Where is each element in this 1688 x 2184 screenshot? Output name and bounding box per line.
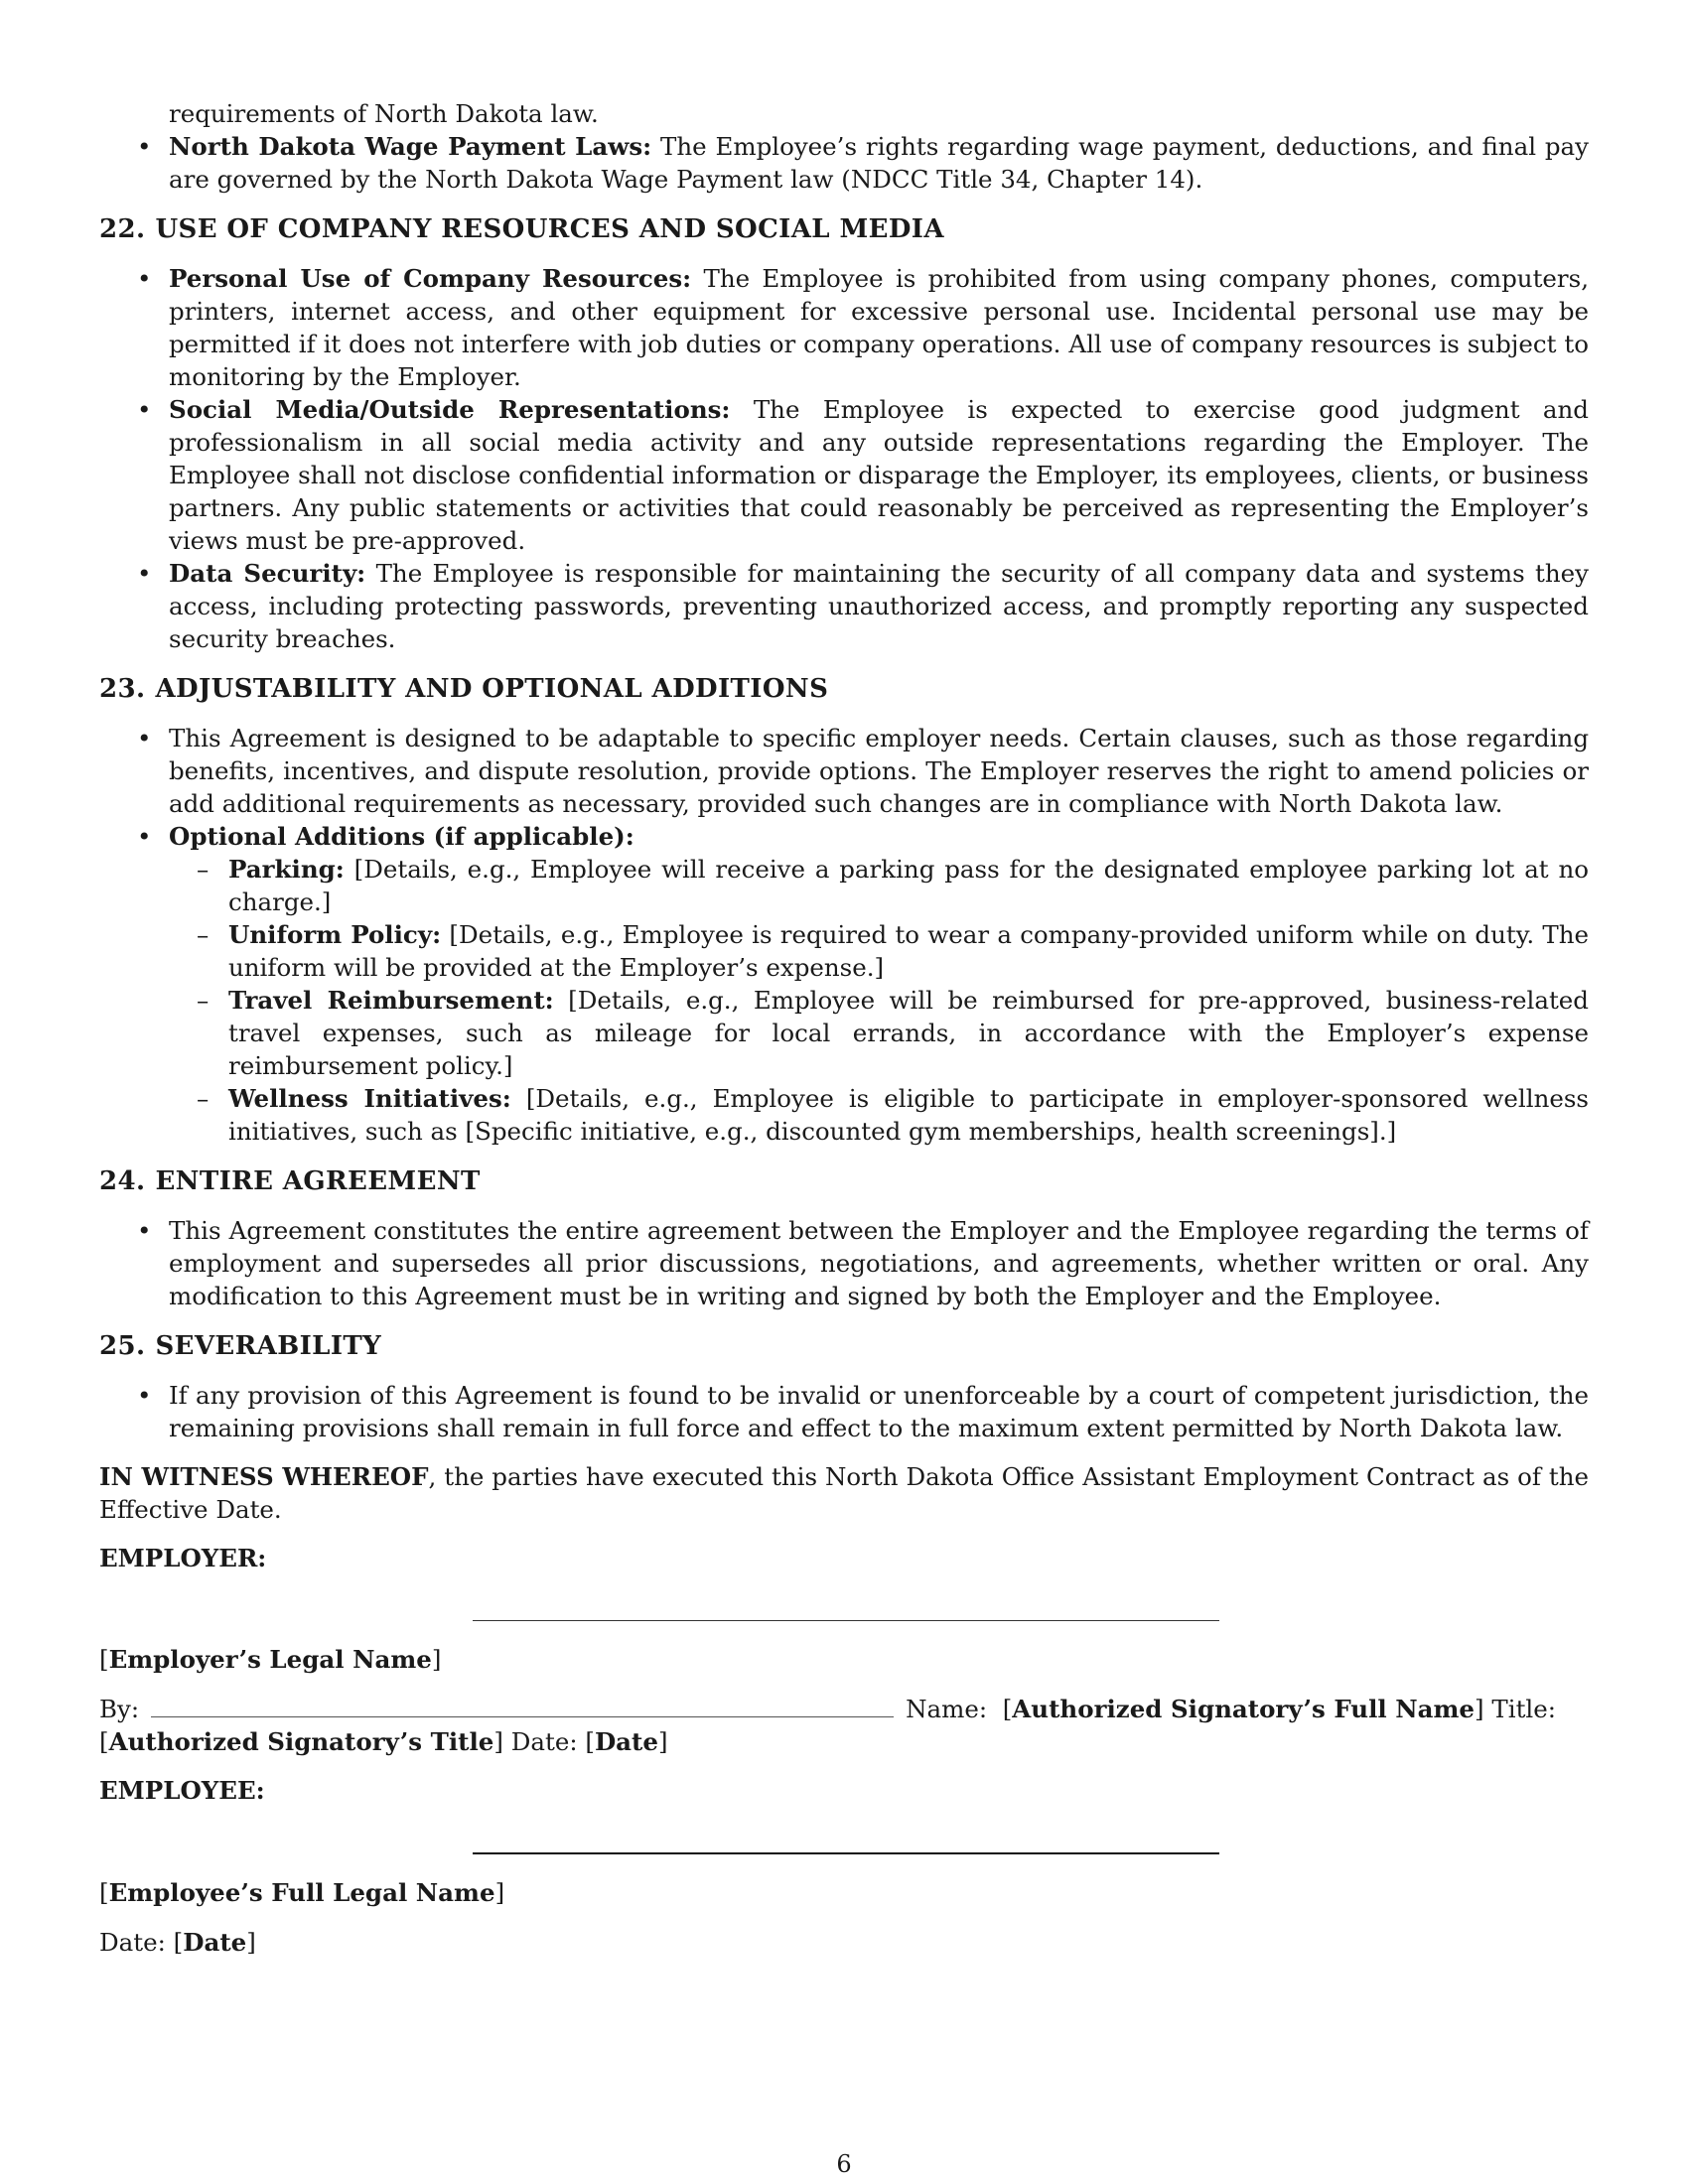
section-22-list (99, 262, 1589, 655)
list-item (99, 1379, 1589, 1444)
section-heading-23 (99, 673, 1589, 706)
section-number: 24. (99, 1166, 146, 1196)
signatory-title: Authorized Signatory’s Title (108, 1727, 494, 1756)
sub-list-item (99, 1082, 1589, 1148)
by-signature-blank[interactable] (151, 1697, 894, 1717)
bullet-icon: • (137, 1216, 152, 1245)
bullet-icon: • (137, 395, 152, 424)
employer-date: Date (594, 1727, 658, 1756)
item-text: The Employee is prohibited from using company phones, computers, printers, internet access, and other equipment for excessive personal use. Incidental personal use may be permitted if it does not interfere with job duties or company operations. All use of company resources is subject to monitoring by the Employer. (169, 264, 1589, 391)
employer-legal-name: [Employer’s Legal Name] (99, 1645, 442, 1674)
employee-signature-line[interactable] (473, 1852, 1219, 1854)
by-label: By: (99, 1695, 140, 1723)
optional-additions-list (99, 853, 1589, 1148)
section-24-list (99, 1214, 1589, 1312)
employer-heading: EMPLOYER: (99, 1544, 267, 1572)
name-label: Name: (906, 1695, 988, 1723)
item-text: This Agreement constitutes the entire agreement between the Employer and the Employee regarding the terms of employment and supersedes all prior discussions, negotiations, and agreements, whether written or oral. Any modification to this Agreement must be in writing and signed by both the Employer and the Employee. (169, 1216, 1589, 1310)
item-label: North Dakota Wage Payment Laws: (169, 132, 652, 161)
item-label: Personal Use of Company Resources: (169, 264, 692, 293)
employer-legal-name-value: Employer’s Legal Name (108, 1645, 432, 1674)
document-body (99, 97, 1589, 1959)
section-23-list (99, 722, 1589, 853)
section-heading-25 (99, 1330, 1589, 1363)
continued-text: requirements of North Dakota law. (169, 99, 599, 128)
item-text: [Details, e.g., Employee will receive a parking pass for the designated employee parking lot at no charge.] (228, 855, 1589, 916)
section-25-list (99, 1379, 1589, 1444)
employee-date: Date (183, 1928, 247, 1957)
dash-icon: – (197, 855, 210, 884)
section-number: 23. (99, 674, 146, 704)
section-number: 22. (99, 214, 146, 244)
employee-heading: EMPLOYEE: (99, 1776, 265, 1805)
date-label: Date: (99, 1928, 166, 1957)
item-label: Parking: (228, 855, 345, 884)
item-label: Uniform Policy: (228, 920, 442, 949)
section-heading-22 (99, 213, 1589, 246)
employer-signatory-block: By: Name: [Authorized Signatory’s Full Name] Title: [Authorized Signatory’s Title] Date: [Date] (99, 1695, 1557, 1756)
item-text: The Employee is expected to exercise good judgment and professionalism in all social media activity and any outside representations regarding the Employer. The Employee shall not disclose confidential information or disparage the Employer, its employees, clients, or business partners. Any public statements or activities that could reasonably be perceived as representing the Employer’s views must be pre-approved. (169, 395, 1589, 555)
list-item (99, 722, 1589, 820)
wage-law-list (99, 130, 1589, 196)
item-label: Data Security: (169, 559, 366, 588)
witness-bold: IN WITNESS WHEREOF (99, 1462, 429, 1491)
item-text: [Details, e.g., Employee is eligible to participate in employer-sponsored wellness initiatives, such as [Specific initiative, e.g., discounted gym memberships, health screenings].] (228, 1084, 1589, 1146)
signatory-name: Authorized Signatory’s Full Name (1012, 1695, 1476, 1723)
section-title: USE OF COMPANY RESOURCES AND SOCIAL MEDIA (155, 214, 944, 244)
bullet-icon: • (137, 559, 152, 588)
section-title: ADJUSTABILITY AND OPTIONAL ADDITIONS (155, 674, 829, 704)
employer-signature-line[interactable] (473, 1620, 1219, 1621)
dash-icon: – (197, 986, 210, 1015)
section-number: 25. (99, 1331, 146, 1361)
item-label: Wellness Initiatives: (228, 1084, 511, 1113)
list-item (99, 557, 1589, 655)
title-label: Title: (1491, 1695, 1557, 1723)
list-item (99, 393, 1589, 557)
section-title: SEVERABILITY (155, 1331, 382, 1361)
item-text: The Employee’s rights regarding wage payment, deductions, and final pay are governed by the North Dakota Wage Payment law (NDCC Title 34, Chapter 14). (169, 132, 1589, 194)
bullet-icon: • (137, 724, 152, 752)
sub-list-item (99, 984, 1589, 1082)
bullet-icon: • (137, 822, 152, 851)
item-text: [Details, e.g., Employee will be reimbursed for pre-approved, business-related travel expenses, such as mileage for local errands, in accordance with the Employer’s expense reimbursement policy.] (228, 986, 1589, 1080)
sub-list-item (99, 853, 1589, 918)
witness-text: , the parties have executed this North Dakota Office Assistant Employment Contract as of the Effective Date. (99, 1462, 1589, 1524)
dash-icon: – (197, 920, 210, 949)
employee-legal-name: [Employee’s Full Legal Name] (99, 1878, 505, 1907)
item-label: Social Media/Outside Representations: (169, 395, 731, 424)
witness-paragraph (99, 1460, 1589, 1526)
employee-legal-name-value: Employee’s Full Legal Name (108, 1878, 495, 1907)
section-title: ENTIRE AGREEMENT (155, 1166, 481, 1196)
bullet-icon: • (137, 264, 152, 293)
item-label: Travel Reimbursement: (228, 986, 554, 1015)
list-item (99, 1214, 1589, 1312)
item-text: This Agreement is designed to be adaptable to specific employer needs. Certain clauses, such as those regarding benefits, incentives, and dispute resolution, provide options. The Employer reserves the right to amend policies or add additional requirements as necessary, provided such changes are in compliance with North Dakota law. (169, 724, 1589, 818)
item-label: Optional Additions (if applicable): (169, 822, 634, 851)
date-label: Date: (510, 1727, 578, 1756)
dash-icon: – (197, 1084, 210, 1113)
item-text: The Employee is responsible for maintaining the security of all company data and systems they access, including protecting passwords, preventing unauthorized access, and promptly reporting any suspected security breaches. (169, 559, 1589, 653)
bullet-icon: • (137, 132, 152, 161)
bullet-icon: • (137, 1381, 152, 1410)
employee-date-line: Date: [Date] (99, 1928, 256, 1957)
list-item (99, 820, 1589, 853)
list-item (99, 130, 1589, 196)
list-item (99, 262, 1589, 393)
item-text: [Details, e.g., Employee is required to wear a company-provided uniform while on duty. The uniform will be provided at the Employer’s expense.] (228, 920, 1589, 982)
item-text: If any provision of this Agreement is found to be invalid or unenforceable by a court of competent jurisdiction, the remaining provisions shall remain in full force and effect to the maximum extent permitted by North Dakota law. (169, 1381, 1589, 1442)
sub-list-item (99, 918, 1589, 984)
section-heading-24 (99, 1165, 1589, 1198)
page-number: 6 (836, 2150, 852, 2178)
